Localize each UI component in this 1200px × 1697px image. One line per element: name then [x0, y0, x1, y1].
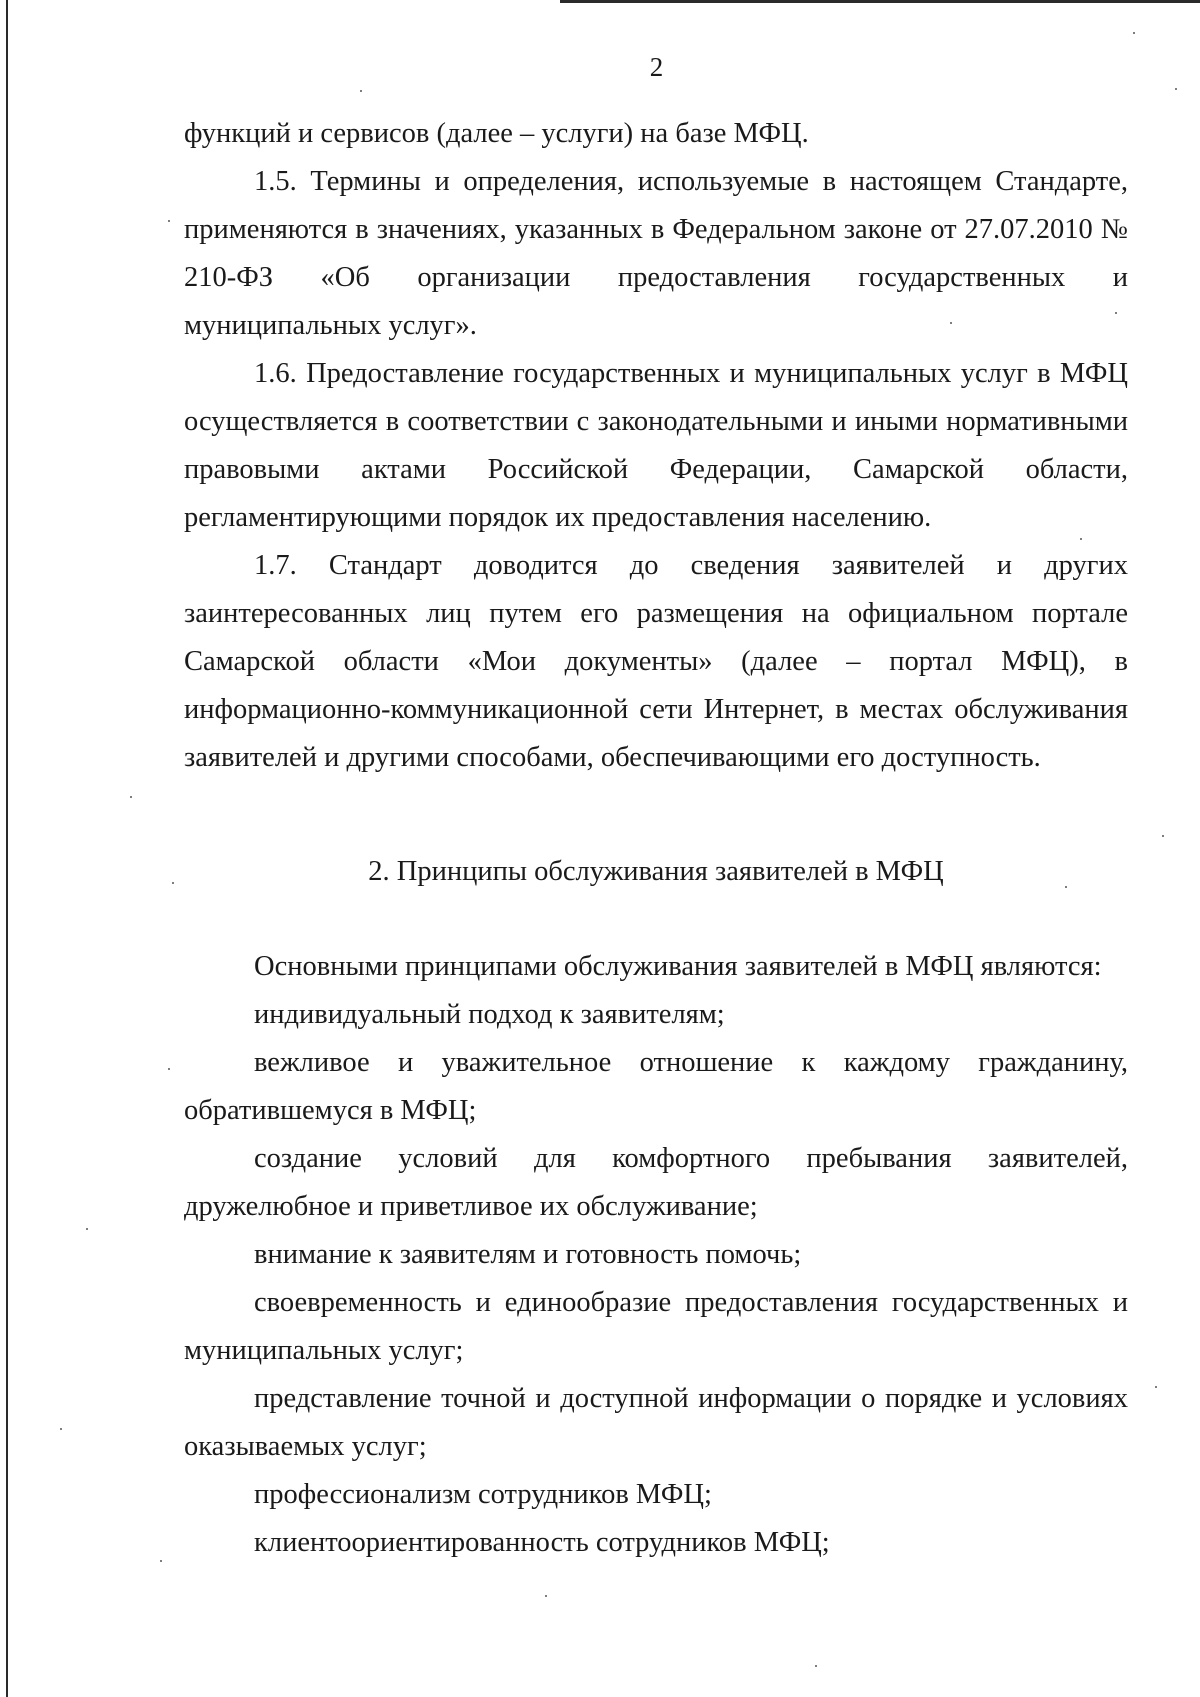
- principle-item: индивидуальный подход к заявителям;: [254, 999, 725, 1030]
- scan-speck: [168, 220, 170, 222]
- scan-speck: [160, 1560, 162, 1562]
- principle-item: представление точной и доступной информации о порядке и условиях оказываемых услуг;: [184, 1383, 1128, 1462]
- principle-item: внимание к заявителям и готовность помочь;: [254, 1239, 802, 1270]
- principle-item: клиентоориентированность сотрудников МФЦ;: [254, 1527, 830, 1558]
- scan-speck: [1175, 88, 1177, 90]
- scan-speck: [168, 1068, 170, 1070]
- scan-speck: [172, 882, 174, 884]
- paragraph-1-6: 1.6. Предоставление государственных и муниципальных услуг в МФЦ осуществляется в соответствии с законодательными и иными нормативными правовыми актами Российской Федерации, Самарской области, регламентирующими порядок их предоставления населению.: [184, 358, 1128, 533]
- page-number: 2: [649, 52, 664, 82]
- principle-item: создание условий для комфортного пребывания заявителей, дружелюбное и приветливое их обслуживание;: [184, 1143, 1128, 1222]
- principle-item: своевременность и единообразие предоставления государственных и муниципальных услуг;: [184, 1287, 1128, 1366]
- scan-speck: [1133, 32, 1135, 34]
- scan-speck: [815, 1665, 817, 1667]
- paragraph-1-5: 1.5. Термины и определения, используемые в настоящем Стандарте, применяются в значениях, указанных в Федеральном законе от 27.07.2010 № 210-ФЗ «Об организации предоставления государственных и муниципальных услуг».: [184, 166, 1128, 341]
- principles-intro: Основными принципами обслуживания заявителей в МФЦ являются:: [254, 951, 1102, 982]
- paragraph-continuation: функций и сервисов (далее – услуги) на базе МФЦ.: [184, 118, 809, 149]
- scan-top-edge: [560, 0, 1200, 3]
- scan-speck: [130, 796, 132, 798]
- principle-item: вежливое и уважительное отношение к каждому гражданину, обратившемуся в МФЦ;: [184, 1047, 1128, 1126]
- principle-item: профессионализм сотрудников МФЦ;: [254, 1479, 712, 1510]
- body-text-top: [184, 110, 1128, 782]
- scan-speck: [1162, 835, 1164, 837]
- scan-left-edge: [6, 0, 8, 1697]
- scan-speck: [60, 1428, 62, 1430]
- scan-speck: [86, 1228, 88, 1230]
- paragraph-1-7: 1.7. Стандарт доводится до сведения заявителей и других заинтересованных лиц путем его размещения на официальном портале Самарской области «Мои документы» (далее – портал МФЦ), в информационно-коммуникационной сети Интернет, в местах обслуживания заявителей и другими способами, обеспечивающими его доступность.: [184, 550, 1128, 773]
- principles-list: [184, 943, 1128, 1567]
- section-heading: 2. Принципы обслуживания заявителей в МФЦ: [368, 856, 944, 887]
- scan-speck: [545, 1595, 547, 1597]
- scan-speck: [1155, 1386, 1157, 1388]
- scan-speck: [360, 90, 362, 92]
